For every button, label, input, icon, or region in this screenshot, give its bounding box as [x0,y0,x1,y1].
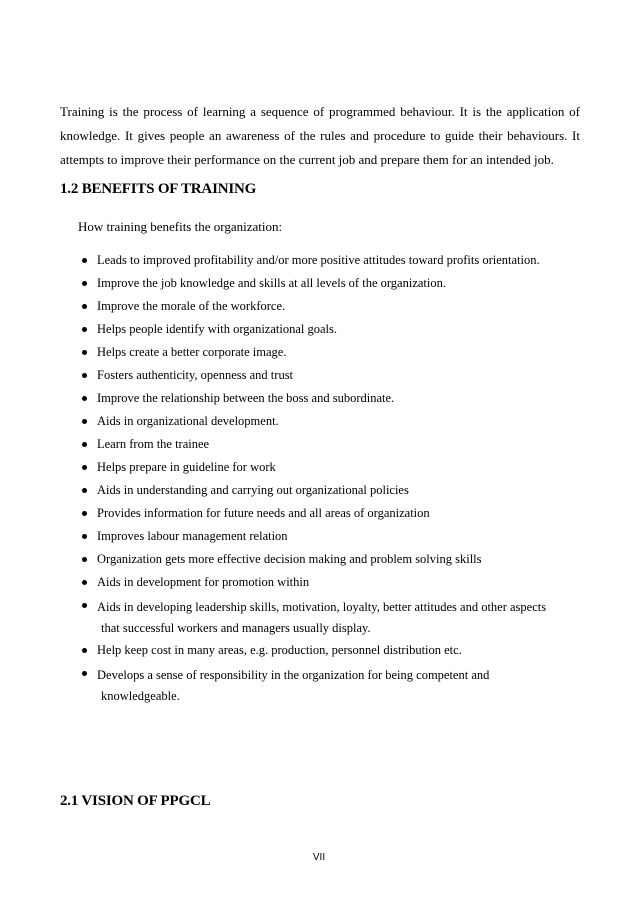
bullet-icon [82,465,87,470]
bullet-icon [82,488,87,493]
bullet-icon [82,258,87,263]
list-item-text: Helps people identify with organizational goals. [97,322,337,336]
benefits-list [78,252,578,710]
list-item [78,459,578,476]
list-item [78,665,578,707]
list-item-text: Helps prepare in guideline for work [97,460,276,474]
bullet-icon [82,534,87,539]
bullet-icon [82,281,87,286]
list-item [78,344,578,361]
list-item [78,597,578,639]
benefits-lead-text: How training benefits the organization: [78,219,283,234]
list-item [78,298,578,315]
list-item [78,551,578,568]
list-item-continuation: that successful workers and managers usually display. [101,621,371,635]
list-item [78,275,578,292]
list-item-text: Fosters authenticity, openness and trust [97,368,294,382]
bullet-icon [82,603,87,608]
list-item [78,505,578,522]
list-item-text: Develops a sense of responsibility in the organization for being competent and [97,668,490,682]
list-item [78,252,578,269]
list-item-text: Aids in organizational development. [97,414,279,428]
list-item-text: Organization gets more effective decision making and problem solving skills [97,552,482,566]
list-item-continuation: knowledgeable. [101,689,180,703]
bullet-icon [82,511,87,516]
list-item [78,413,578,430]
bullet-icon [82,373,87,378]
list-item-text: Improve the relationship between the boss and subordinate. [97,391,395,405]
intro-paragraph: Training is the process of learning a sequence of programmed behaviour. It is the application of knowledge. It gives people an awareness of the rules and procedure to guide their behaviours. It attempts to improve their performance on the current job and prepare them for an intended job. [60,104,580,167]
list-item-text: Help keep cost in many areas, e.g. production, personnel distribution etc. [97,643,462,657]
bullet-icon [82,350,87,355]
bullet-icon [82,580,87,585]
list-item [78,574,578,591]
benefits-heading: 1.2 BENEFITS OF TRAINING [60,181,257,197]
list-item-text: Improves labour management relation [97,529,288,543]
list-item [78,436,578,453]
bullet-icon [82,442,87,447]
list-item-text: Provides information for future needs and all areas of organization [97,506,430,520]
list-item-text: Helps create a better corporate image. [97,345,287,359]
page-number: VII [312,852,326,863]
bullet-icon [82,419,87,424]
bullet-icon [82,557,87,562]
list-item [78,642,578,659]
list-item-text: Improve the morale of the workforce. [97,299,286,313]
list-item-text: Improve the job knowledge and skills at all levels of the organization. [97,276,446,290]
bullet-icon [82,396,87,401]
list-item [78,528,578,545]
list-item-text: Aids in developing leadership skills, motivation, loyalty, better attitudes and other aspects [97,600,547,614]
bullet-icon [82,648,87,653]
vision-heading: 2.1 VISION OF PPGCL [60,793,211,809]
list-item-text: Leads to improved profitability and/or more positive attitudes toward profits orientation. [97,253,540,267]
list-item-text: Aids in understanding and carrying out organizational policies [97,483,409,497]
bullet-icon [82,304,87,309]
list-item [78,321,578,338]
bullet-icon [82,327,87,332]
list-item [78,367,578,384]
list-item [78,482,578,499]
list-item [78,390,578,407]
list-item-text: Aids in development for promotion within [97,575,310,589]
bullet-icon [82,671,87,676]
list-item-text: Learn from the trainee [97,437,210,451]
